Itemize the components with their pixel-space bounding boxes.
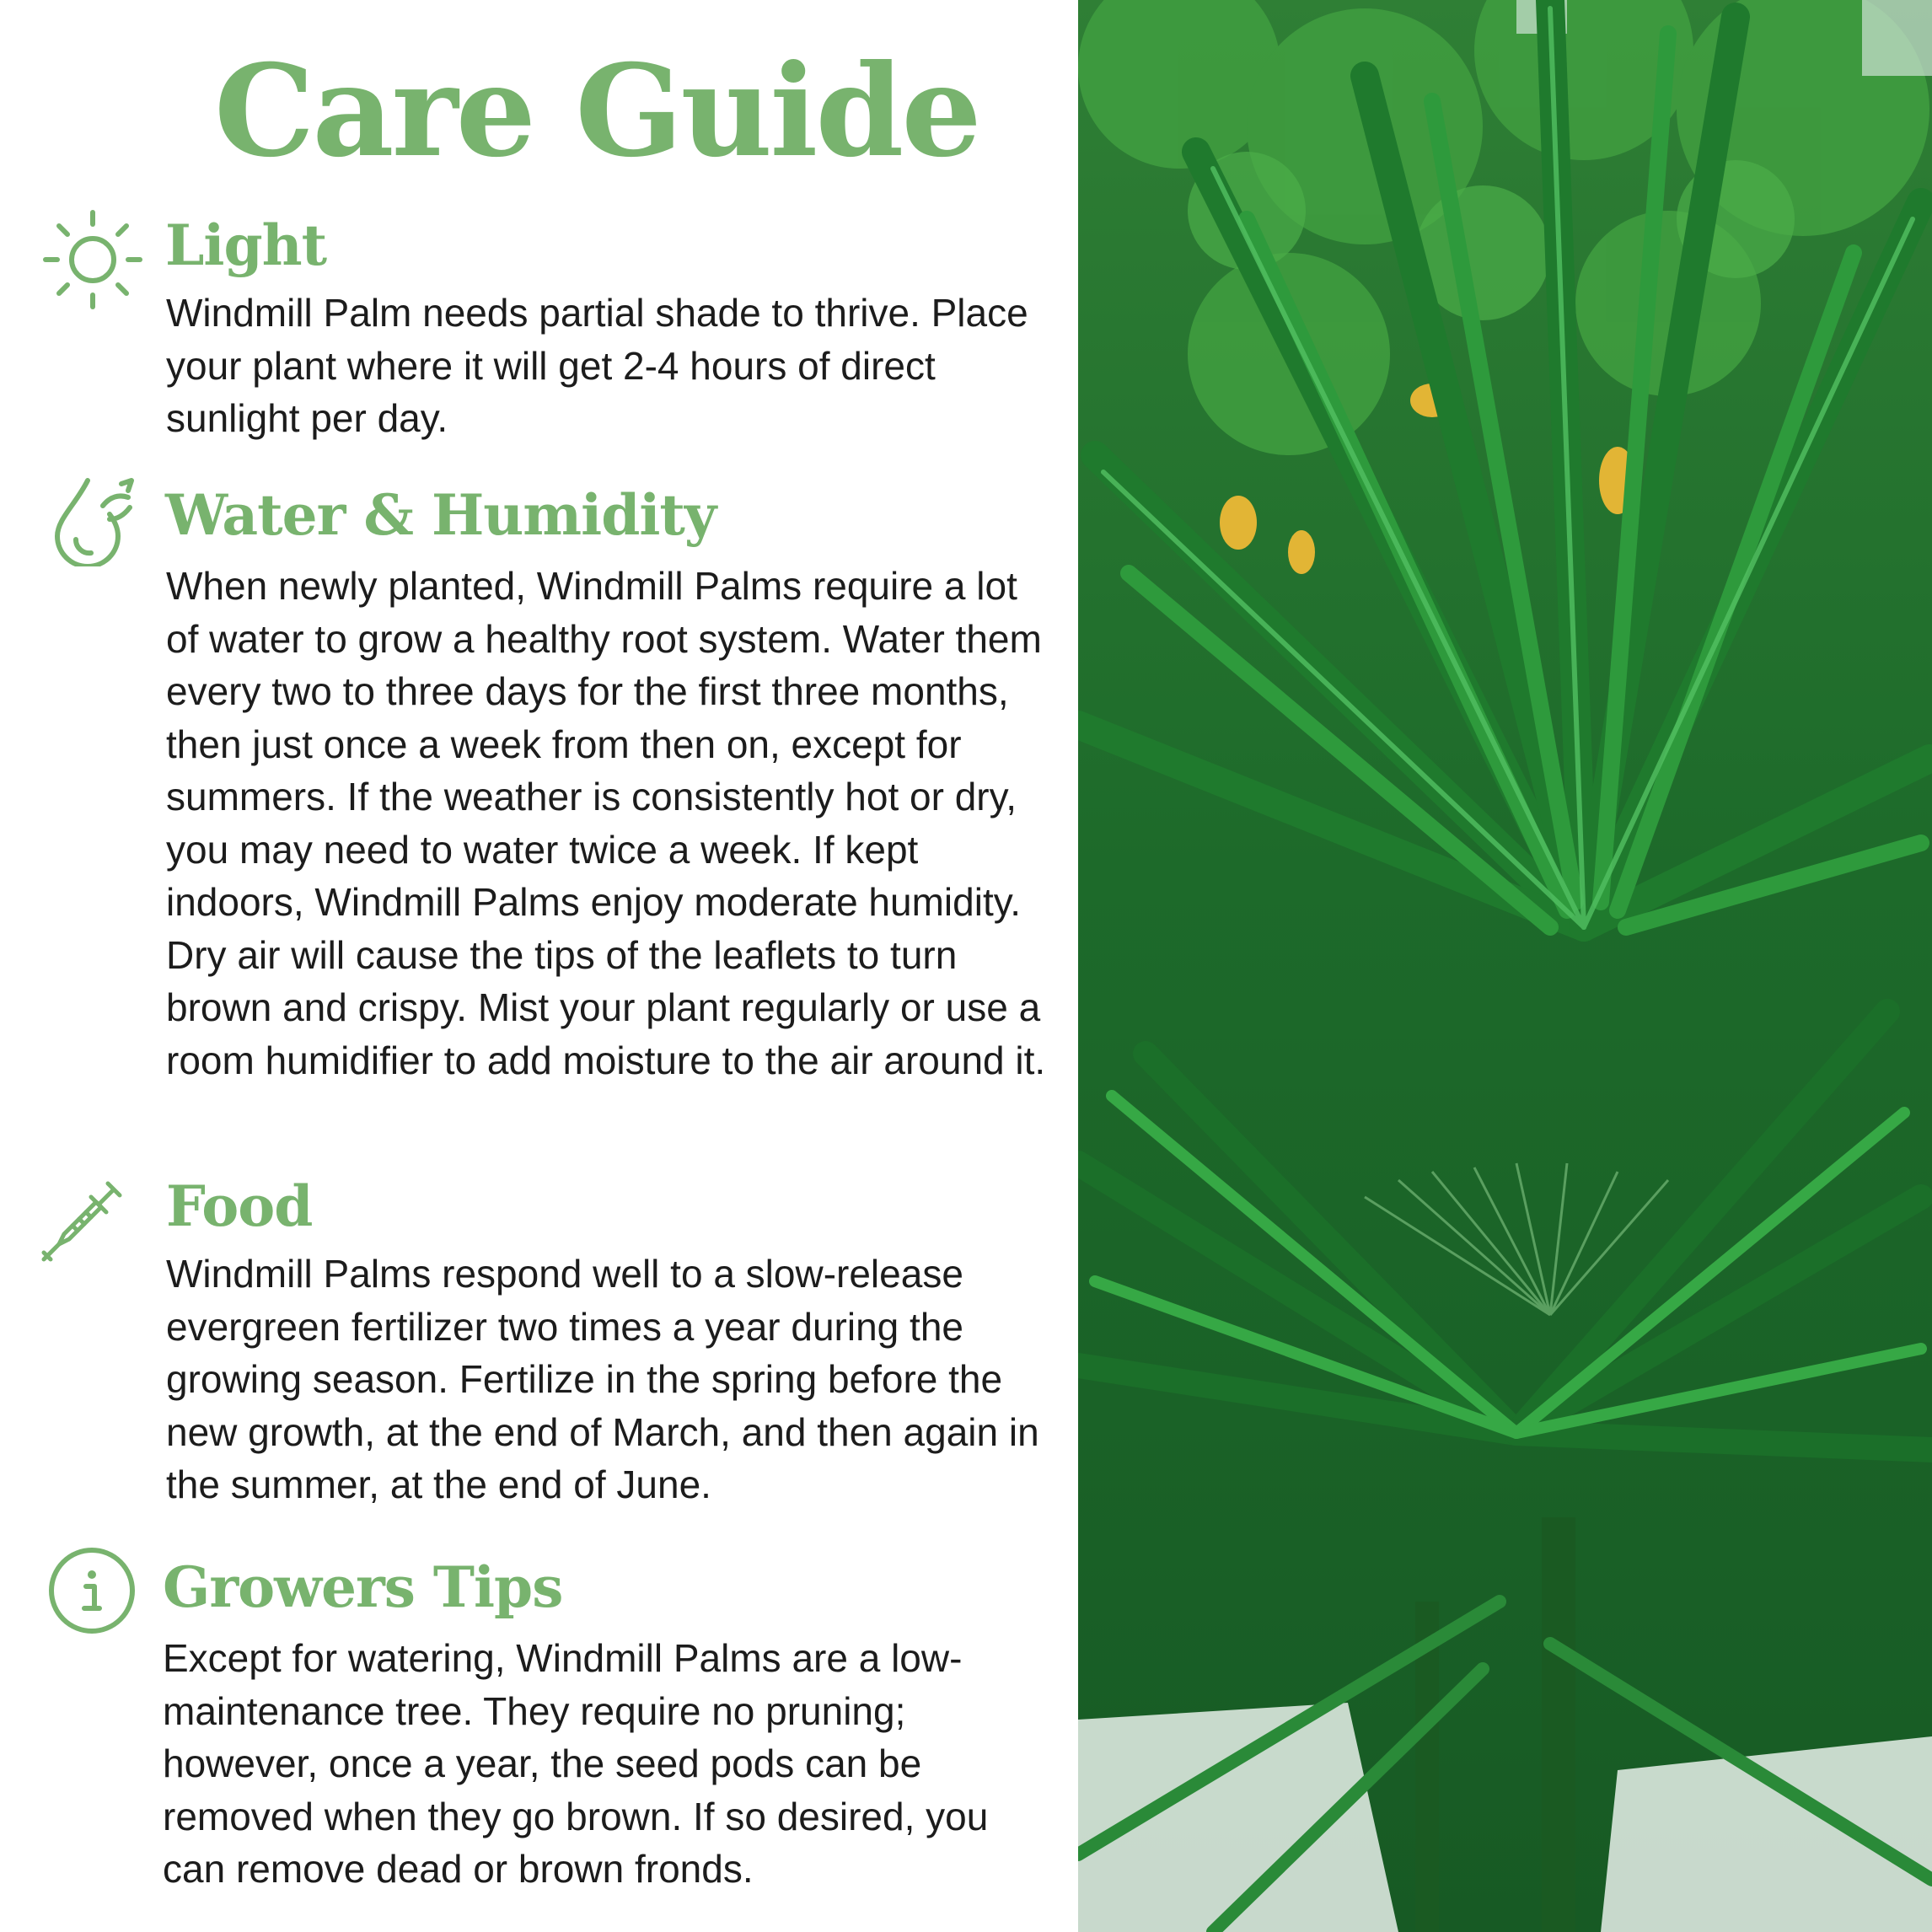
info-icon <box>47 1546 137 1635</box>
water-drop-icon <box>51 472 143 566</box>
section-heading: Growers Tips <box>163 1554 563 1620</box>
section-heading: Light <box>165 212 327 278</box>
section-body: When newly planted, Windmill Palms require a lot of water to grow a healthy root system. Water them every two to three days for the first three months, then just once a week from then on, except for summers. If the weather is consistently hot or dry, you may need to water twice a week. If kept indoors, Windmill Palms enjoy moderate humidity. Dry air will cause the tips of the leaflets to turn brown and crispy. Mist your plant regularly or use a room humidifier to add moisture to the air around it. <box>166 564 1046 1082</box>
syringe-icon <box>40 1173 130 1263</box>
section-body: Windmill Palms respond well to a slow-release evergreen fertilizer two times a year during the growing season. Fertilize in the spring before the new growth, at the end of March, and then again in the summer, at the end of June. <box>166 1252 1039 1506</box>
section-heading: Water & Humidity <box>165 482 716 548</box>
section-heading: Food <box>166 1173 313 1239</box>
windmill-palm-photo <box>1078 0 1932 1932</box>
sun-icon <box>40 207 145 312</box>
section-body: Except for watering, Windmill Palms are a low-maintenance tree. They require no pruning; however, once a year, the seed pods can be removed when they go brown. If so desired, you can remove dead or brown fronds. <box>163 1636 989 1891</box>
section-body: Windmill Palm needs partial shade to thrive. Place your plant where it will get 2-4 hours of direct sunlight per day. <box>166 291 1028 440</box>
page-title: Care Guide <box>214 37 979 185</box>
palm-foliage-illustration <box>1078 0 1932 1932</box>
